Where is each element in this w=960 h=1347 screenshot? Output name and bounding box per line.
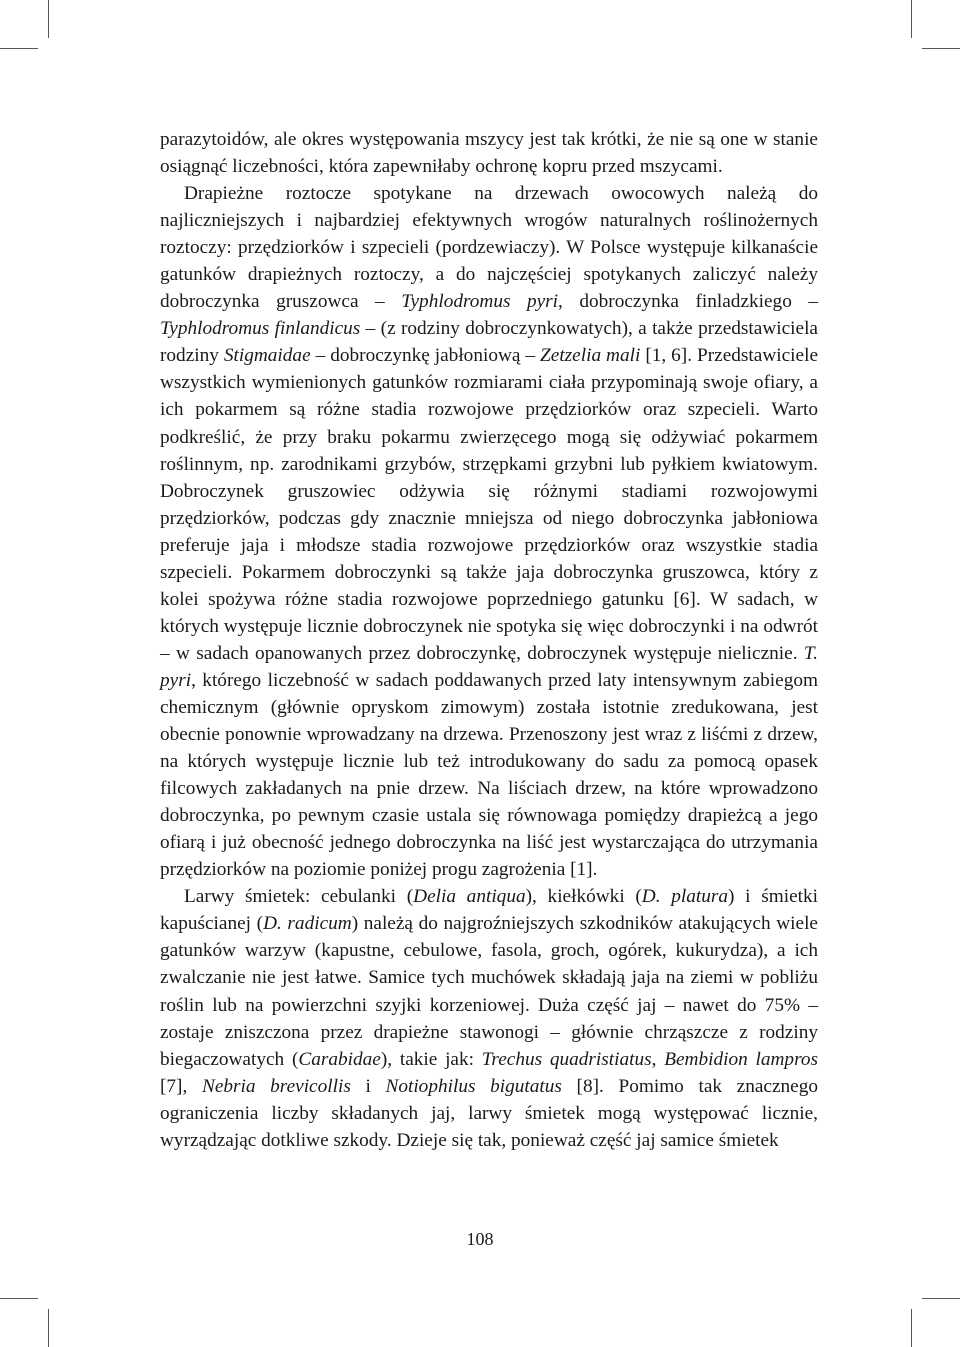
- text-run: ), takie jak:: [380, 1048, 482, 1070]
- italic-text-run: Trechus quadristiatus: [481, 1048, 652, 1070]
- italic-text-run: Nebria brevicollis: [201, 1075, 351, 1097]
- text-run: ), kiełkówki (: [525, 886, 642, 908]
- paragraph: [160, 180, 818, 883]
- text-run: ) i śmietki kapuścianej (: [160, 886, 818, 935]
- text-run: Larwy śmietek: cebulanki (: [184, 886, 414, 908]
- text-run: – dobroczynkę jabłoniową –: [310, 345, 541, 367]
- italic-text-run: T. pyri: [160, 642, 818, 691]
- text-run: Drapieżne roztocze spotykane na drzewach owocowych należą do najliczniejszych i najbardziej efektywnych wrogów naturalnych roślinożernych roztoczy: przędziorków i szpecieli (pordzewiaczy). W Polsce występuje kilkanaście gatunków drapieżnych roztoczy, a do najczęściej spotykanych zaliczyć należy dobroczynka gruszowca –: [160, 183, 818, 313]
- italic-text-run: Bembidion lampros: [664, 1048, 819, 1070]
- body-text: [160, 126, 818, 1154]
- italic-text-run: Carabidae: [298, 1048, 381, 1070]
- text-run: [8]. Pomimo tak znacznego ograniczenia liczby składanych jaj, larwy śmietek mogą występować licznie, wyrządzając dotkliwe szkody. Dzieje się tak, ponieważ część jaj samice śmietek: [160, 1075, 819, 1151]
- crop-mark-top-left-vertical: [48, 0, 49, 38]
- italic-text-run: Typhlodromus pyri: [401, 291, 559, 313]
- text-run: ,: [651, 1048, 665, 1070]
- crop-mark-bottom-left-vertical: [48, 1309, 49, 1347]
- italic-text-run: D. radicum: [263, 913, 352, 935]
- text-run: parazytoidów, ale okres występowania mszycy jest tak krótki, że nie są one w stanie osiągnąć liczebności, która zapewniłaby ochronę kopru przed mszycami.: [160, 129, 818, 178]
- paragraph: [160, 126, 818, 180]
- crop-mark-bottom-left-horizontal: [0, 1298, 38, 1299]
- text-run: i: [350, 1075, 386, 1097]
- crop-mark-top-right-vertical: [911, 0, 912, 38]
- crop-mark-bottom-right-vertical: [911, 1309, 912, 1347]
- crop-mark-bottom-right-horizontal: [922, 1298, 960, 1299]
- crop-mark-top-left-horizontal: [0, 48, 38, 49]
- italic-text-run: Stigmaidae: [223, 345, 311, 367]
- italic-text-run: Delia antiqua: [413, 886, 526, 908]
- text-run: [1, 6]. Przedstawiciele wszystkich wymienionych gatunków rozmiarami ciała przypominają swoje ofiary, a ich pokarmem są różne stadia rozwojowe przędziorków oraz szpecieli. Warto podkreślić, że przy braku pokarmu zwierzęcego mogą się odżywiać pokarmem roślinnym, np. zarodnikami grzybów, strzępkami grzybni lub pyłkiem kwiatowym. Dobroczynek gruszowiec odżywia się różnymi stadiami rozwojowymi przędziorków, podczas gdy znacznie mniejsza od niego dobroczynka jabłoniowa preferuje jaja i młodsze stadia rozwojowe przędziorków oraz wszystkie stadia szpecieli. Pokarmem dobroczynki są także jaja dobroczynka gruszowca, który z kolei spożywa różne stadia rozwojowe poprzedniego gatunku [6]. W sadach, w których występuje licznie dobroczynek nie spotyka się więc dobroczynki i na odwrót – w sadach opanowanych przez dobroczynkę, dobroczynek występuje nielicznie.: [160, 345, 819, 664]
- text-run: , dobroczynka finladzkiego –: [558, 291, 818, 313]
- italic-text-run: Zetzelia mali: [540, 345, 641, 367]
- page-number: 108: [466, 1229, 494, 1249]
- text-run: [7],: [160, 1075, 202, 1097]
- italic-text-run: Notiophilus bigutatus: [385, 1075, 562, 1097]
- text-run: ) należą do najgroźniejszych szkodników atakujących wiele gatunków warzyw (kapustne, cebulowe, fasola, groch, ogórek, kukurydza), a ich zwalczanie nie jest łatwe. Samice tych muchówek składają jaja na ziemi w pobliżu roślin lub na powierzchni szyjki korzeniowej. Duża część jaj – nawet do 75% – zostaje zniszczona przez drapieżne stawonogi – głównie chrząszcze z rodziny biegaczowatych (: [160, 913, 818, 1070]
- paragraph: [160, 883, 818, 1153]
- text-run: – (z rodziny dobroczynkowatych), a także przedstawiciela rodziny: [160, 318, 818, 367]
- italic-text-run: D. platura: [641, 886, 729, 908]
- italic-text-run: Typhlodromus finlandicus: [160, 318, 361, 340]
- crop-mark-top-right-horizontal: [922, 48, 960, 49]
- text-run: , którego liczebność w sadach poddawanych przed laty intensywnym zabiegom chemicznym (głównie opryskom zimowym) została istotnie zredukowana, jest obecnie ponownie wprowadzany na drzewa. Przenoszony jest wraz z liśćmi z drzew, na których występuje licznie lub też introdukowany do sadu za pomocą opasek filcowych zakładanych na pnie drzew. Na liściach drzew, na które wprowadzono dobroczynka, po pewnym czasie ustala się równowaga pomiędzy drapieżcą a jego ofiarą i już obecność jednego dobroczynka na liść jest wystarczająca do utrzymania przędziorków na poziomie poniżej progu zagrożenia [1].: [160, 669, 818, 881]
